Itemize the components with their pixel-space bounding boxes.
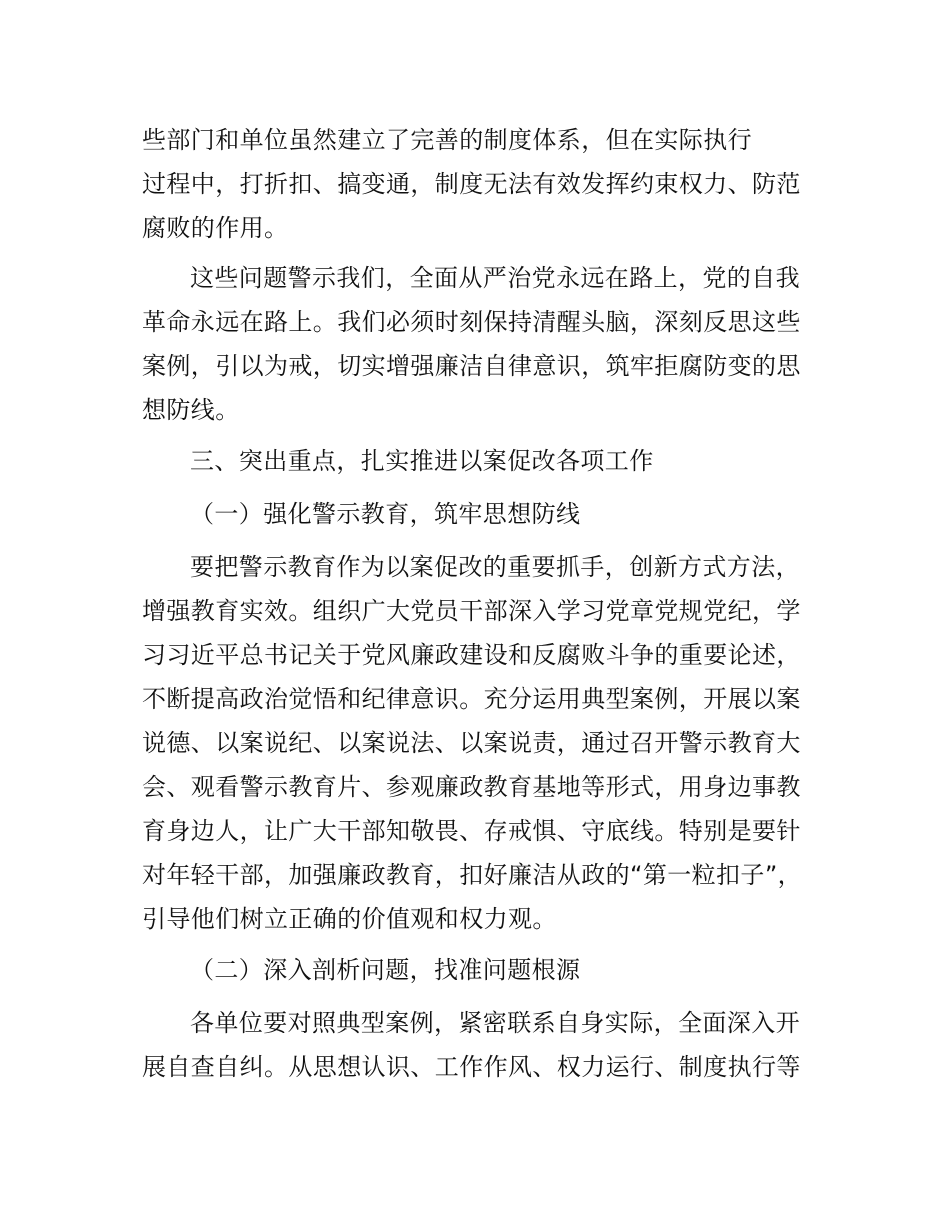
subsection-heading: （一）强化警示教育，筑牢思想防线 <box>190 500 581 528</box>
paragraph-line: 要把警示教育作为以案促改的重要抓手，创新方式方法， <box>190 553 800 581</box>
paragraph-line: 不断提高政治觉悟和纪律意识。充分运用典型案例，开展以案 <box>142 685 801 713</box>
paragraph-line: 育身边人，让广大干部知敬畏、存戒惧、守底线。特别是要针 <box>142 817 801 845</box>
paragraph-line: 过程中，打折扣、搞变通，制度无法有效发挥约束权力、防范 <box>142 170 801 198</box>
section-heading: 三、突出重点，扎实推进以案促改各项工作 <box>190 447 654 475</box>
paragraph-line: 引导他们树立正确的价值观和权力观。 <box>142 905 557 933</box>
paragraph-line: 腐败的作用。 <box>142 214 289 242</box>
paragraph-line: 各单位要对照典型案例，紧密联系自身实际，全面深入开 <box>190 1009 800 1037</box>
paragraph-line: 说德、以案说纪、以案说法、以案说责，通过召开警示教育大 <box>142 729 801 757</box>
paragraph-line: 这些问题警示我们，全面从严治党永远在路上，党的自我 <box>190 264 800 292</box>
paragraph-line: 想防线。 <box>142 396 240 424</box>
paragraph-line: 对年轻干部，加强廉政教育，扣好廉洁从政的“第一粒扣子”， <box>142 861 803 889</box>
paragraph-line: 会、观看警示教育片、参观廉政教育基地等形式，用身边事教 <box>142 773 801 801</box>
paragraph-line: 案例，引以为戒，切实增强廉洁自律意识，筑牢拒腐防变的思 <box>142 352 801 380</box>
paragraph-line: 增强教育实效。组织广大党员干部深入学习党章党规党纪，学 <box>142 597 801 625</box>
paragraph-line: 革命永远在路上。我们必须时刻保持清醒头脑，深刻反思这些 <box>142 308 801 336</box>
paragraph-line: 习习近平总书记关于党风廉政建设和反腐败斗争的重要论述， <box>142 641 801 669</box>
paragraph-line: 展自查自纠。从思想认识、工作作风、权力运行、制度执行等 <box>142 1053 801 1081</box>
subsection-heading: （二）深入剖析问题，找准问题根源 <box>190 956 581 984</box>
paragraph-line: 些部门和单位虽然建立了完善的制度体系，但在实际执行 <box>142 126 752 154</box>
